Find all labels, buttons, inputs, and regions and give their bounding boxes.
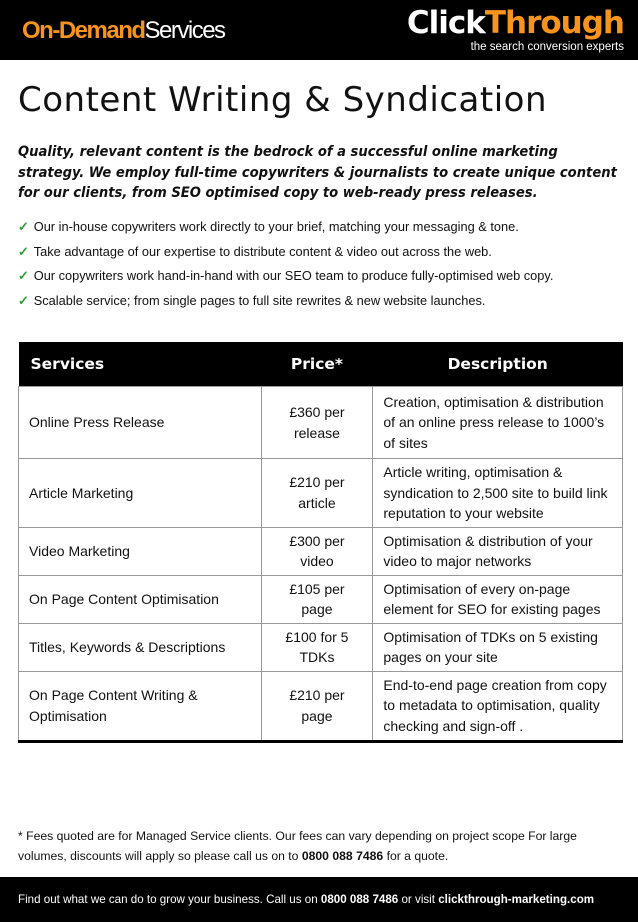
list-item-text: Our in-house copywriters work directly to your brief, matching your messaging & tone. [33, 219, 519, 234]
logo-click: Click [406, 5, 485, 41]
price-line: video [300, 553, 334, 569]
table-row [19, 527, 623, 575]
service-cell: Article Marketing [19, 459, 262, 528]
logo-through: Through [484, 5, 624, 41]
price-cell [261, 575, 373, 623]
table-row [19, 575, 623, 623]
checkmark-icon: ✓ [18, 268, 29, 283]
service-cell: Online Press Release [19, 387, 262, 459]
description-cell: Optimisation & distribution of your video to major networks [373, 527, 623, 575]
column-header-services: Services [19, 342, 262, 387]
feature-list [18, 215, 628, 313]
table-row [19, 459, 623, 528]
price-line: £300 per [289, 532, 345, 549]
clickthrough-logo [407, 6, 624, 53]
description-cell: Optimisation of every on-page element for SEO for existing pages [373, 575, 623, 623]
price-cell [261, 527, 373, 575]
price-line: £210 per [289, 474, 345, 491]
price-line: £105 per [289, 580, 345, 597]
checkmark-icon: ✓ [18, 292, 29, 308]
header-bar [0, 0, 638, 60]
footer-phone: 0800 088 7486 [320, 893, 399, 906]
service-cell: Titles, Keywords & Descriptions [19, 623, 262, 671]
price-line: release [293, 424, 340, 441]
footer-text [18, 877, 594, 922]
fees-footnote [18, 826, 626, 866]
footer-bar [0, 877, 638, 922]
logo-name [407, 6, 624, 40]
table-row [19, 671, 623, 741]
table-row [19, 387, 623, 459]
price-line: page [301, 601, 333, 617]
description-cell: End-to-end page creation from copy to metadata to optimisation, quality checking and sign-off . [373, 671, 623, 741]
footer-text-middle: or visit [398, 893, 439, 906]
price-line: £100 for 5 [285, 628, 349, 645]
list-item [18, 264, 628, 289]
price-cell [261, 387, 373, 459]
price-line: TDKs [299, 649, 335, 665]
list-item-text: Scalable service; from single pages to full site rewrites & new website launches. [33, 292, 486, 308]
list-item-text: Our copywriters work hand-in-hand with our SEO team to produce fully-optimised web copy. [33, 268, 554, 283]
description-cell: Article writing, optimisation & syndication to 2,500 site to build link reputation to your website [373, 459, 623, 528]
intro-paragraph: Quality, relevant content is the bedrock of a successful online marketing strategy. We employ full-time copywriters & journalists to create unique content for our clients, from SEO optimised copy to web-ready press releases. [18, 143, 617, 201]
price-cell [261, 623, 373, 671]
list-item [18, 240, 628, 265]
checkmark-icon: ✓ [18, 219, 29, 234]
price-line: £360 per [289, 404, 345, 420]
price-cell [261, 459, 373, 528]
footer-website-link[interactable]: clickthrough-marketing.com [438, 893, 595, 906]
price-line: article [298, 494, 336, 511]
footnote-phone: 0800 088 7486 [301, 849, 384, 863]
footer-text-start: Find out what we can do to grow your business. Call us on [18, 893, 321, 906]
list-item-text: Take advantage of our expertise to distribute content & video out across the web. [33, 243, 492, 259]
list-item [18, 289, 628, 314]
brand-services: Services [144, 17, 225, 44]
service-cell: On Page Content Optimisation [19, 575, 262, 623]
table-row [19, 623, 623, 671]
services-price-table [18, 342, 623, 743]
checkmark-icon: ✓ [18, 243, 29, 259]
table-header-row [19, 342, 623, 387]
brand-on-demand: On-Demand [22, 17, 145, 44]
description-cell: Creation, optimisation & distribution of an online press release to 1000’s of sites [373, 387, 623, 459]
footnote-text: * Fees quoted are for Managed Service clients. Our fees can vary depending on project scope For large volumes, discounts will apply so please call us on to [18, 829, 577, 863]
on-demand-services-brand [22, 16, 225, 46]
page-title: Content Writing & Syndication [18, 80, 548, 120]
list-item [18, 215, 628, 240]
price-line: page [301, 707, 333, 724]
logo-tagline: the search conversion experts [470, 41, 624, 53]
service-cell: On Page Content Writing & Optimisation [19, 671, 262, 741]
description-cell: Optimisation of TDKs on 5 existing pages on your site [373, 623, 623, 671]
price-line: £210 per [289, 687, 345, 703]
column-header-price: Price* [261, 342, 373, 387]
service-cell: Video Marketing [19, 527, 262, 575]
column-header-description: Description [373, 342, 623, 387]
price-cell [261, 671, 373, 741]
footnote-text-end: for a quote. [383, 849, 449, 863]
